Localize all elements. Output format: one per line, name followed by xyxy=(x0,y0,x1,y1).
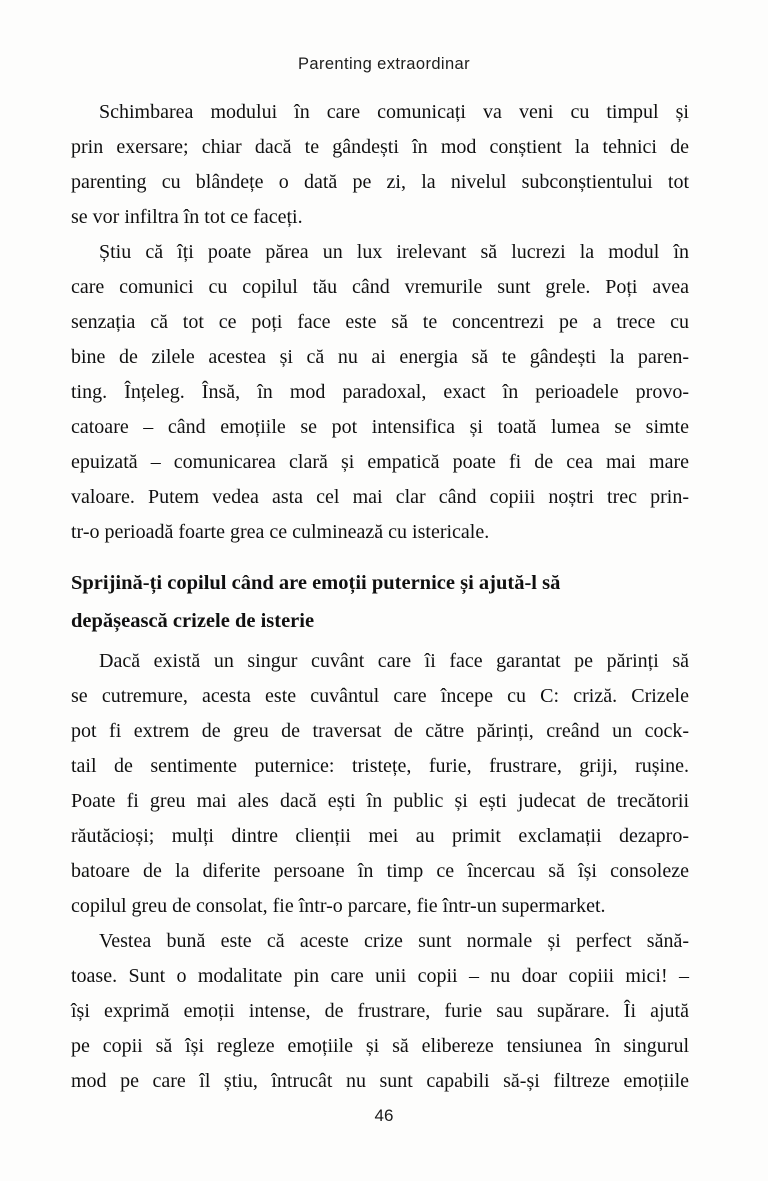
text-line: ting. Înțeleg. Însă, în mod paradoxal, exact în perioadele provo- xyxy=(71,381,689,403)
text-line: prin exersare; chiar dacă te gândești în mod conștient la tehnici de xyxy=(71,136,689,158)
text-line: Poate fi greu mai ales dacă ești în public și ești judecat de trecătorii xyxy=(71,790,689,812)
text-line: batoare de la diferite persoane în timp ce încercau să își consoleze xyxy=(71,860,689,882)
paragraph-3 xyxy=(71,644,689,924)
text-column xyxy=(71,95,689,1099)
text-line: epuizată – comunicarea clară și empatică poate fi de cea mai mare xyxy=(71,451,689,473)
text-line: Vestea bună este că aceste crize sunt normale și perfect sănă- xyxy=(99,930,689,952)
text-line: Dacă există un singur cuvânt care îi face garantat pe părinți să xyxy=(99,650,689,672)
text-line: valoare. Putem vedea asta cel mai clar când copiii noștri trec prin- xyxy=(71,486,689,508)
text-line: copilul greu de consolat, fie într-o parcare, fie într-un supermarket. xyxy=(71,895,606,917)
text-line: bine de zilele acestea și că nu ai energia să te gândești la paren- xyxy=(71,346,689,368)
text-line: toase. Sunt o modalitate pin care unii copii – nu doar copiii mici! – xyxy=(71,965,689,987)
section-heading-line: depășească crizele de isterie xyxy=(71,610,315,632)
text-line: Schimbarea modului în care comunicați va veni cu timpul și xyxy=(99,101,689,123)
text-line: răutăcioși; mulți dintre clienții mei au primit exclamații dezapro- xyxy=(71,825,689,847)
text-line: mod pe care îl știu, întrucât nu sunt capabili să-și filtreze emoțiile xyxy=(71,1070,689,1092)
text-line: Știu că îți poate părea un lux irelevant să lucrezi la modul în xyxy=(99,241,689,263)
section-heading-line: Sprijină-ți copilul când are emoții puternice și ajută-l să xyxy=(71,572,561,594)
text-line: se cutremure, acesta este cuvântul care începe cu C: criză. Crizele xyxy=(71,685,689,707)
page-number: 46 xyxy=(374,1106,394,1125)
text-line: care comunici cu copilul tău când vremurile sunt grele. Poți avea xyxy=(71,276,689,298)
paragraph-4 xyxy=(71,924,689,1099)
text-line: senzația că tot ce poți face este să te concentrezi pe a trece cu xyxy=(71,311,689,333)
paragraph-1 xyxy=(71,95,689,235)
text-line: tr-o perioadă foarte grea ce culminează cu istericale. xyxy=(71,521,490,543)
paragraph-2 xyxy=(71,235,689,550)
text-line: pe copii să își regleze emoțiile și să elibereze tensiunea în singurul xyxy=(71,1035,689,1057)
text-line: pot fi extrem de greu de traversat de către părinți, creând un cock- xyxy=(71,720,689,742)
text-line: tail de sentimente puternice: tristețe, furie, frustrare, griji, rușine. xyxy=(71,755,689,777)
section-heading xyxy=(71,564,689,640)
text-line: se vor infiltra în tot ce faceți. xyxy=(71,206,303,228)
text-line: își exprimă emoții intense, de frustrare, furie sau supărare. Îi ajută xyxy=(71,1000,689,1022)
text-line: parenting cu blândețe o dată pe zi, la nivelul subconștientului tot xyxy=(71,171,689,193)
running-title: Parenting extraordinar xyxy=(297,55,471,73)
text-line: catoare – când emoțiile se pot intensifica și toată lumea se simte xyxy=(71,416,689,438)
